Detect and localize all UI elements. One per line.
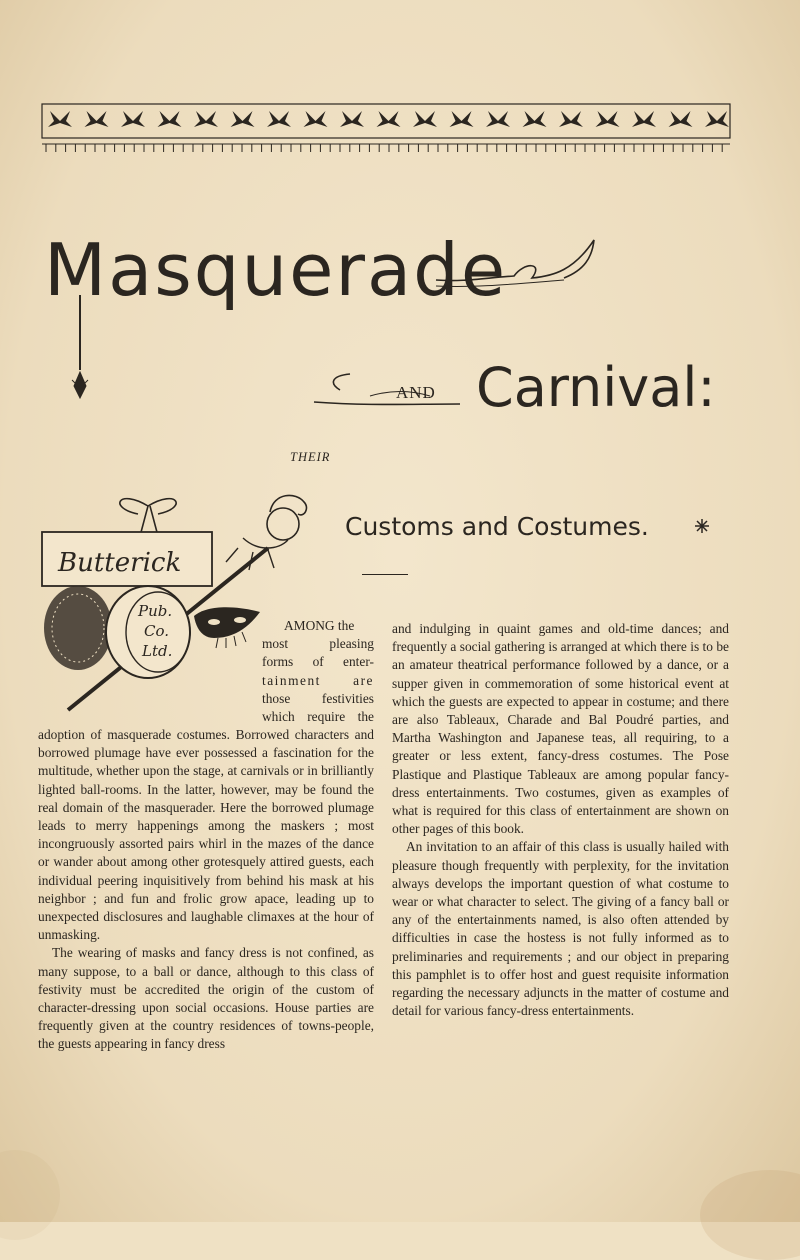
ornamental-border bbox=[40, 100, 732, 158]
border-leaf-icon bbox=[194, 111, 218, 127]
border-leaf-icon bbox=[85, 111, 109, 127]
border-leaf-icon bbox=[705, 111, 729, 127]
intro-wrap-text bbox=[262, 617, 374, 726]
border-leaf-icon bbox=[304, 111, 328, 127]
intro-line-5: those festivities bbox=[262, 690, 374, 706]
border-leaf-icon bbox=[632, 111, 656, 127]
border-leaf-icon bbox=[377, 111, 401, 127]
left-column bbox=[38, 726, 374, 1054]
border-leaf-icon bbox=[231, 111, 255, 127]
intro-line-1: AMONG the bbox=[284, 618, 355, 633]
mask-icon bbox=[194, 607, 260, 638]
subtitle-text: Customs and Costumes. bbox=[345, 512, 649, 541]
fleuron-icon bbox=[72, 372, 88, 398]
intro-line-2: most pleasing bbox=[262, 636, 374, 652]
bow-icon bbox=[120, 499, 176, 536]
border-leaf-icon bbox=[486, 111, 510, 127]
border-leaf-icon bbox=[267, 111, 291, 127]
their-label: THEIR bbox=[290, 450, 331, 464]
intro-line-6: which require the bbox=[262, 709, 374, 725]
border-leaf-icon bbox=[340, 111, 364, 127]
border-leaf-icon bbox=[413, 111, 437, 127]
border-leaf-icon bbox=[559, 111, 583, 127]
border-leaf-icon bbox=[450, 111, 474, 127]
drum-text-2: Co. bbox=[144, 622, 170, 640]
title-carnival bbox=[310, 340, 740, 430]
border-leaf-icon bbox=[158, 111, 182, 127]
border-leaf-icon bbox=[596, 111, 620, 127]
left-paragraph-2: The wearing of masks and fancy dress is not confined, as many suppose, to a ball or dance, although to this class of festivity must be accredited the origin of the custom of character-dressing upon social occasions. House parties are frequently given at the country residences of towns-people, the guests appearing in fancy dress bbox=[38, 945, 374, 1052]
left-paragraph-1: adoption of masquerade costumes. Borrowed characters and borrowed plumage have ever possessed a fascination for the multitude, whether upon the stage, at carnivals or in brilliantly lighted ball-rooms. In the latter, however, may be found the real domain of the masquerader. Here the borrowed plumage leads to merry happenings among the maskers ; most incongruously assorted pairs whirl in the mazes of the dance or wander about among other grotesquely attired guests, each individual peering inquisitively from behind his mask at his neighbor ; and fun and frolic grow apace, leading up to unexpected disclosures and laughable climaxes at the hour of unmasking. bbox=[38, 727, 374, 943]
sign-text: Butterick bbox=[58, 548, 182, 578]
short-rule bbox=[362, 574, 408, 575]
subtitle-customs-costumes bbox=[345, 505, 725, 545]
border-leaf-icon bbox=[48, 111, 72, 127]
right-paragraph-2: An invitation to an affair of this class is usually hailed with pleasure though frequently with perplexity, for the invitation always develops the important question of what costume to wear or what character to select. The giving of a fancy ball or any of the entertainments named, is also often attended by difficulties in case the hostess is not fully informed as to preliminaries and requirements ; and our object in preparing this pamphlet is to offer host and guest requisite information regarding the necessary adjuncts in the matter of costume and detail for various fancy-dress entertainments. bbox=[392, 839, 729, 1019]
intro-line-3: forms of enter- bbox=[262, 654, 374, 670]
border-leaf-icon bbox=[121, 111, 145, 127]
title-word-masquerade: Masquerade bbox=[44, 228, 508, 312]
drum-text-3: Ltd. bbox=[142, 642, 173, 660]
title-word-and: AND bbox=[396, 383, 436, 402]
intro-line-4: tainment are bbox=[262, 672, 374, 688]
title-word-carnival: Carnival: bbox=[476, 356, 716, 419]
right-column bbox=[392, 620, 729, 1020]
star-icon bbox=[695, 519, 709, 533]
drum-text-1: Pub. bbox=[138, 602, 173, 620]
border-leaf-icon bbox=[523, 111, 547, 127]
border-leaf-icon bbox=[669, 111, 693, 127]
right-paragraph-1: and indulging in quaint games and old-time dances; and frequently a social gathering is arranged at which there is to be an amateur theatrical performance followed by a dance, or a supper given in commemoration of some historical event at which the guests are expected to appear in costume; and there are also Tableaux, Charade and Bal Poudré parties, and Martha Washington and Japanese teas, all requiring, to a greater or less extent, fancy-dress costumes. The Pose Plastique and Plastique Tableaux are among popular fancy-dress entertainments. Two costumes, given as examples of what is required for this class of entertainment are shown on other pages of this book. bbox=[392, 621, 729, 837]
